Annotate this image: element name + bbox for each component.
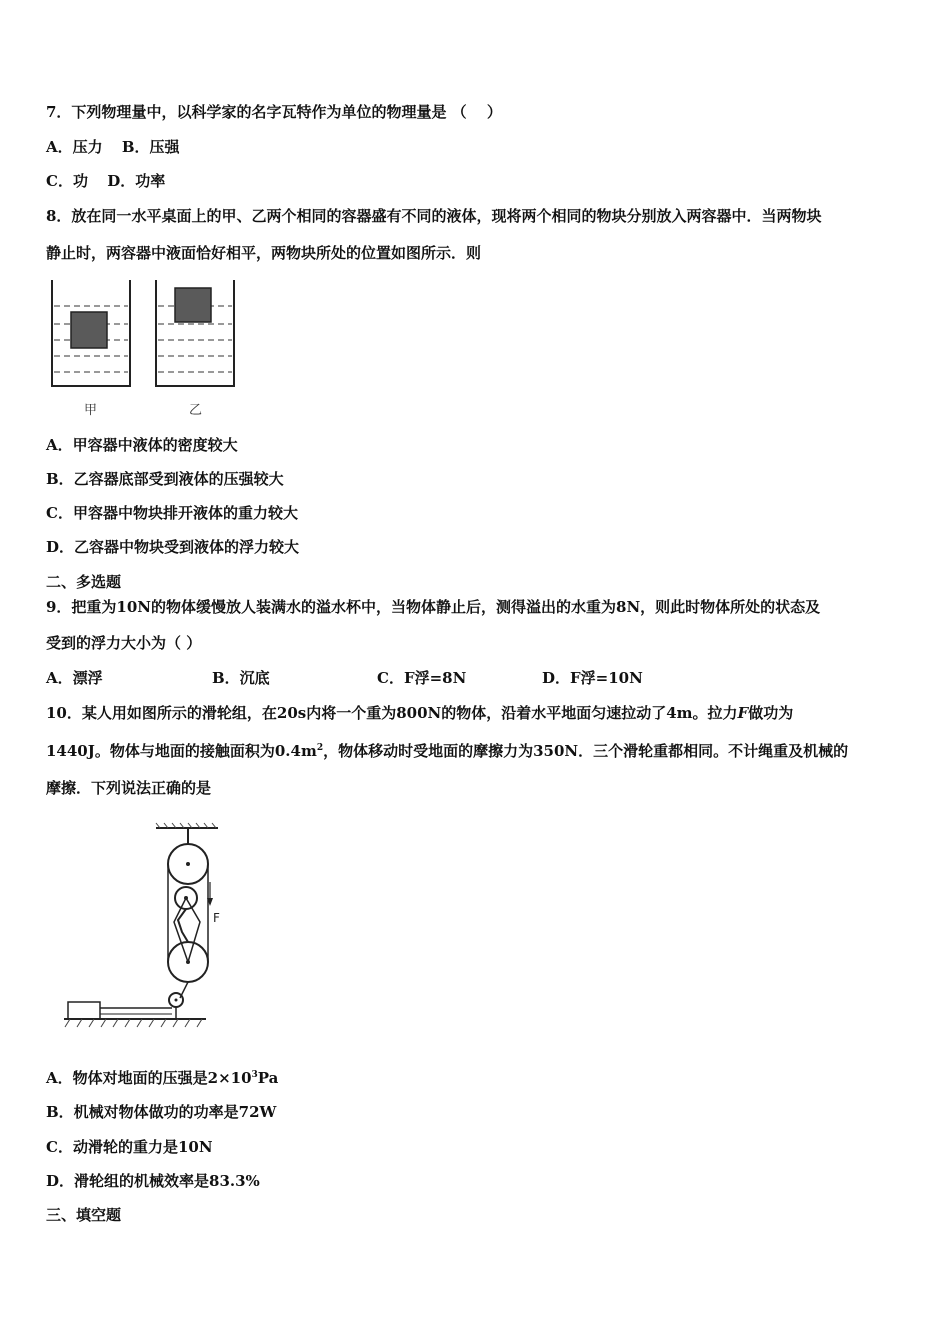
q10-option-a-exponent: 3	[251, 1070, 258, 1080]
q7-stem: 7．下列物理量中，以科学家的名字瓦特作为单位的物理量是 （ ）	[46, 103, 502, 121]
q8-option-c: C．甲容器中物块排开液体的重力较大	[46, 504, 298, 522]
q8-containers-figure	[44, 276, 244, 422]
q9-option-d: D．F浮=10N	[542, 669, 643, 687]
q8-option-a: A．甲容器中液体的密度较大	[46, 436, 238, 454]
q9-option-b: B．沉底	[212, 669, 270, 687]
q9-stem-line1: 9．把重为10N的物体缓慢放人装满水的溢水杯中，当物体静止后，测得溢出的水重为8N，则此时物体所处的状态及	[46, 598, 821, 616]
q9-option-a: A．漂浮	[46, 669, 103, 687]
q10-option-d: D．滑轮组的机械效率是83.3%	[46, 1172, 260, 1190]
q9-option-c: C．F浮=8N	[377, 669, 467, 687]
q10-stem-line2	[46, 740, 848, 761]
block-right	[175, 288, 211, 322]
q10-force-symbol: F	[737, 704, 749, 722]
q10-stem-line1	[46, 702, 793, 723]
section-heading-multiple-choice: 二、多选题	[46, 573, 122, 591]
q10-option-b: B．机械对物体做功的功率是72W	[46, 1103, 277, 1121]
q8-stem-line1: 8．放在同一水平桌面上的甲、乙两个相同的容器盛有不同的液体，现将两个相同的物块分别放入两容器中．当两物块	[46, 207, 822, 225]
container-left	[52, 280, 130, 386]
q9-stem-line2: 受到的浮力大小为（ ）	[46, 634, 202, 652]
force-label: F	[213, 911, 220, 925]
q10-option-a-unit: Pa	[257, 1069, 279, 1087]
section-heading-fill-in: 三、填空题	[46, 1206, 122, 1224]
fig-label-left: 甲	[84, 403, 98, 418]
q8-option-b: B．乙容器底部受到液体的压强较大	[46, 470, 284, 488]
q10-option-a	[46, 1067, 278, 1088]
q10-area-exponent: 2	[316, 743, 324, 753]
q10-stem-line2-a: 1440J。物体与地面的接触面积为0.4m	[46, 742, 317, 760]
object-block	[68, 1002, 100, 1019]
block-left	[71, 312, 107, 348]
q10-stem-line2-b: ，物体移动时受地面的摩擦力为350N．三个滑轮重都相同。不计绳重及机械的	[323, 742, 849, 760]
q10-pulley-figure	[60, 822, 220, 1040]
q10-stem-line1-text: 10．某人用如图所示的滑轮组，在20s内将一个重为800N的物体，沿着水平地面匀速拉动了4m。拉力	[46, 704, 738, 722]
q10-stem-line3: 摩擦．下列说法正确的是	[46, 779, 212, 797]
q10-stem-line1-end: 做功为	[748, 704, 794, 722]
q7-option-d: D．功率	[107, 172, 166, 190]
q8-option-d: D．乙容器中物块受到液体的浮力较大	[46, 538, 300, 556]
q7-options-row1	[46, 136, 194, 157]
fig-label-right: 乙	[189, 403, 203, 418]
q7-option-b: B．压强	[121, 138, 180, 156]
container-right	[156, 280, 234, 386]
q10-option-c: C．动滑轮的重力是10N	[46, 1138, 213, 1156]
q10-option-a-text: A．物体对地面的压强是2×10	[46, 1069, 252, 1087]
q7-options-row2	[46, 170, 179, 191]
q7-option-c: C．功	[46, 172, 88, 190]
q8-stem-line2: 静止时，两容器中液面恰好相平，两物块所处的位置如图所示．则	[46, 244, 482, 262]
q7-option-a: A．压力	[46, 138, 103, 156]
